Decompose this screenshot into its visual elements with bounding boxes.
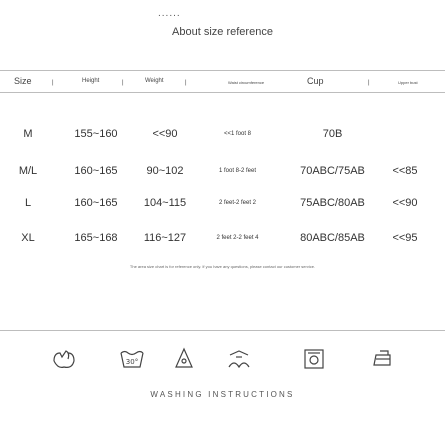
hang-dry-icon	[225, 345, 253, 373]
iron-icon	[368, 345, 396, 373]
cell-weight: 104~115	[143, 197, 187, 209]
table-row	[0, 165, 445, 181]
cell-upper-bust: <<95	[392, 232, 418, 244]
col-weight: Weight	[145, 78, 164, 84]
table-header-rule	[0, 92, 445, 93]
cell-cup: 80ABC/85AB	[300, 232, 365, 244]
cell-cup: 70ABC/75AB	[300, 165, 365, 177]
cell-cup: 70B	[322, 128, 343, 140]
no-bleach-icon	[170, 345, 198, 373]
svg-text:30°: 30°	[125, 358, 139, 366]
col-height: Height	[82, 78, 100, 84]
cell-waist: <<1 foot 8	[223, 131, 252, 137]
cell-weight: 116~127	[143, 232, 187, 244]
hand-wash-icon	[50, 345, 78, 373]
cell-weight: <<90	[152, 128, 178, 140]
wash-30-icon	[118, 345, 146, 373]
separator: |	[52, 80, 54, 86]
cell-weight: 90~102	[146, 165, 184, 177]
table-header	[0, 76, 445, 92]
cell-height: 160~165	[74, 165, 118, 177]
table-row	[0, 128, 445, 144]
cell-height: 160~165	[74, 197, 118, 209]
cell-waist: 2 feet-2 feet 2	[218, 200, 257, 206]
cell-upper-bust: <<85	[392, 165, 418, 177]
cell-size: M/L	[18, 165, 38, 177]
cell-cup: 75ABC/80AB	[300, 197, 365, 209]
cell-upper-bust: <<90	[392, 197, 418, 209]
decorative-dots: ......	[158, 8, 181, 19]
cell-waist: 2 feet 2-2 feet 4	[216, 235, 259, 241]
cell-size: M	[23, 128, 33, 140]
col-waist: Waist circumference	[228, 80, 265, 85]
page-title: About size reference	[172, 26, 273, 38]
separator: |	[368, 80, 370, 86]
table-row	[0, 232, 445, 248]
icons-top-rule	[0, 330, 445, 331]
col-size: Size	[14, 76, 32, 86]
cell-waist: 1 foot 8-2 feet	[218, 168, 257, 174]
col-cup: Cup	[307, 76, 324, 86]
cell-size: XL	[21, 232, 35, 244]
table-top-rule	[0, 70, 445, 71]
washing-icons-row	[0, 345, 445, 375]
cell-size: L	[24, 197, 32, 209]
separator: |	[122, 80, 124, 86]
table-row	[0, 197, 445, 213]
washing-instructions-label: WASHING INSTRUCTIONS	[150, 390, 295, 399]
cell-height: 155~160	[74, 128, 118, 140]
tumble-dry-icon	[300, 345, 328, 373]
separator: |	[185, 80, 187, 86]
cell-height: 165~168	[74, 232, 118, 244]
col-upper-bust: Upper bust	[398, 80, 418, 85]
reference-note: The area size chart is for reference only. If you have any questions, please contact our customer service.	[129, 264, 316, 269]
